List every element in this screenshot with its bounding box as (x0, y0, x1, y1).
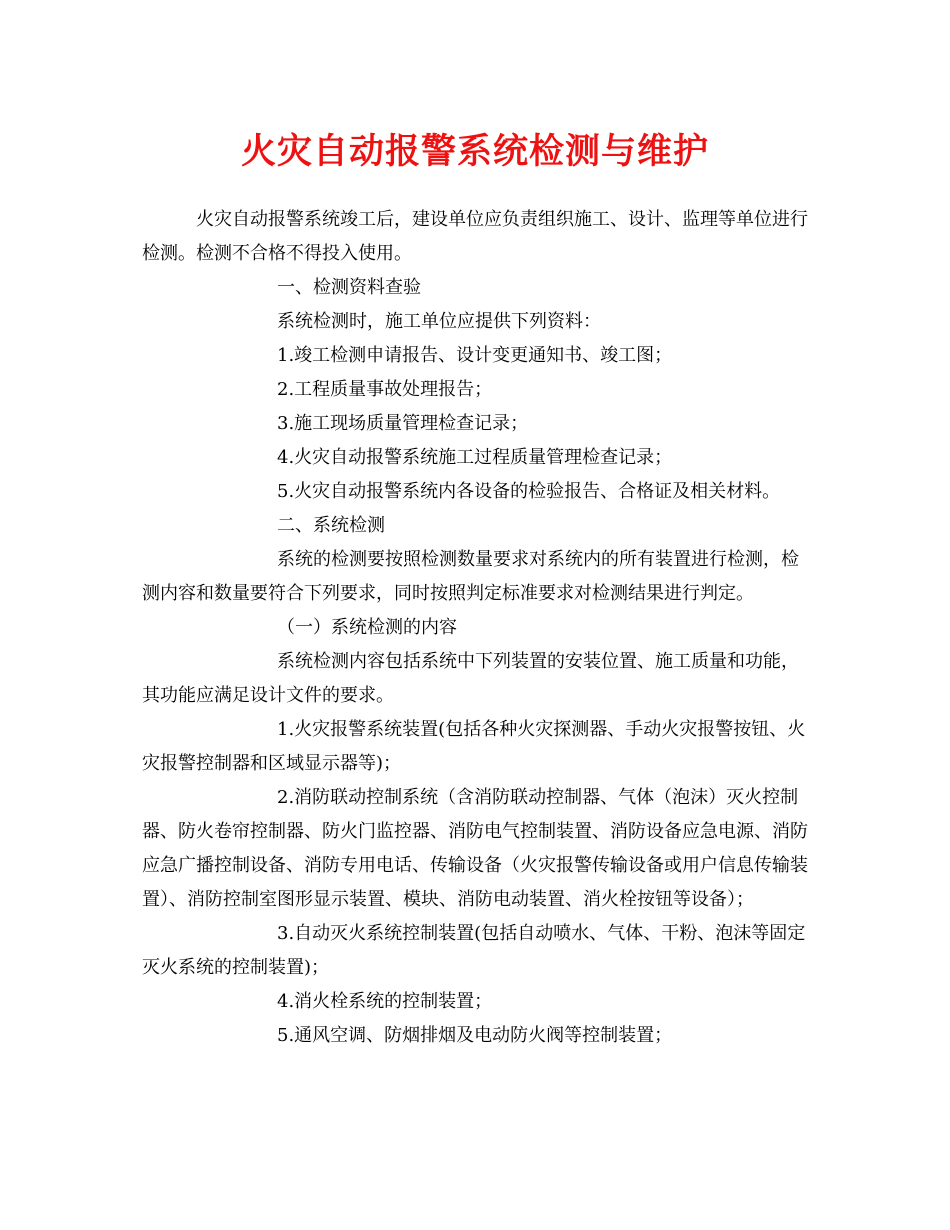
list-item: 4.火灾自动报警系统施工过程质量管理检查记录； (277, 447, 673, 468)
list-item: 2.工程质量事故处理报告； (277, 379, 493, 400)
list-item: 1.火灾报警系统装置(包括各种火灾探测器、手动火灾报警按钮、火灾报警控制器和区域显示器等)； (142, 719, 806, 774)
list-item: 5.火灾自动报警系统内各设备的检验报告、合格证及相关材料。 (277, 481, 781, 502)
section-heading-2: 二、系统检测 (277, 515, 385, 536)
list-item: 4.消火栓系统的控制装置； (277, 991, 493, 1012)
paragraph: 系统检测时，施工单位应提供下列资料： (277, 311, 601, 332)
paragraph: 系统检测内容包括系统中下列装置的安装位置、施工质量和功能，其功能应满足设计文件的要求。 (142, 651, 799, 706)
section-heading-1: 一、检测资料查验 (277, 277, 421, 298)
paragraph: 系统的检测要按照检测数量要求对系统内的所有装置进行检测，检测内容和数量要符合下列要求，同时按照判定标准要求对检测结果进行判定。 (142, 549, 799, 604)
list-item: 3.自动灭火系统控制装置(包括自动喷水、气体、干粉、泡沫等固定灭火系统的控制装置)； (142, 923, 806, 978)
intro-paragraph: 火灾自动报警系统竣工后，建设单位应负责组织施工、设计、监理等单位进行检测。检测不合格不得投入使用。 (142, 209, 808, 264)
document-title: 火灾自动报警系统检测与维护 (240, 132, 709, 172)
list-item: 1.竣工检测申请报告、设计变更通知书、竣工图； (277, 345, 673, 366)
list-item: 3.施工现场质量管理检查记录； (277, 413, 529, 434)
document-body (142, 203, 812, 1053)
subsection-heading: （一）系统检测的内容 (277, 617, 457, 638)
list-item: 5.通风空调、防烟排烟及电动防火阀等控制装置； (277, 1025, 673, 1046)
list-item: 2.消防联动控制系统（含消防联动控制器、气体（泡沫）灭火控制器、防火卷帘控制器、防火门监控器、消防电气控制装置、消防设备应急电源、消防应急广播控制设备、消防专用电话、传输设备（火灾报警传输设备或用户信息传输装置）、消防控制室图形显示装置、模块、消防电动装置、消火栓按钮等设备）； (142, 787, 808, 910)
